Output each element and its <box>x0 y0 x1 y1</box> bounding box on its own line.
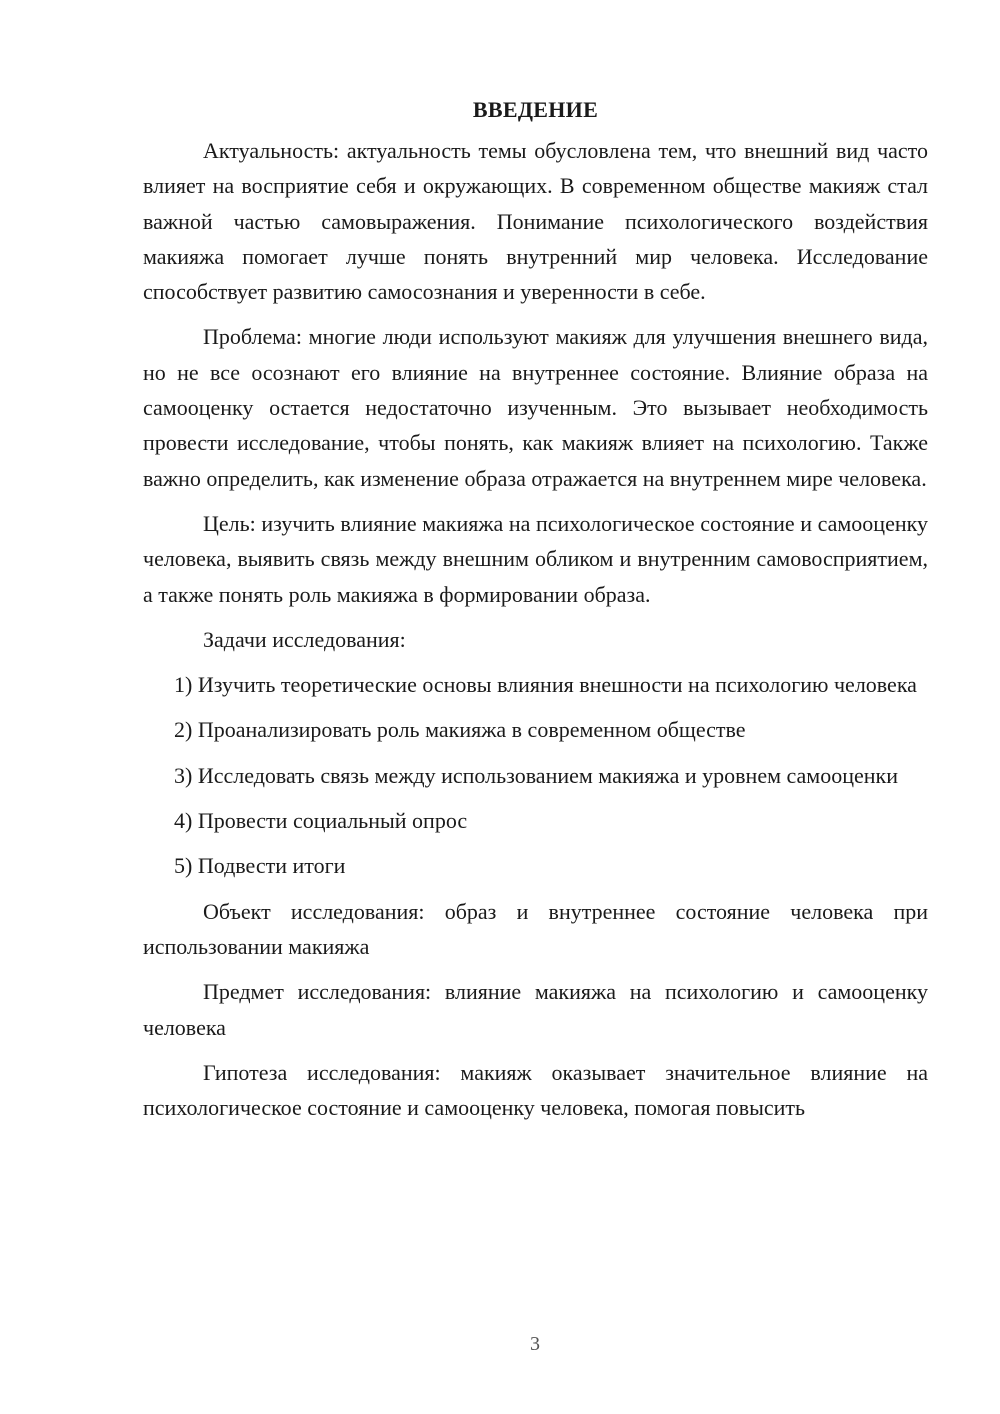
paragraph-problem: Проблема: многие люди используют макияж для улучшения внешнего вида, но не все осознают его влияние на внутреннее состояние. Влияние образа на самооценку остается недостаточно изученным. Это вызывает необходимость провести исследование, чтобы понять, как макияж влияет на психологию. Также важно определить, как изменение образа отражается на внутреннем мире человека. <box>143 324 928 491</box>
tasks-heading: Задачи исследования: <box>203 626 406 652</box>
section-title: ВВЕДЕНИЕ <box>472 97 599 122</box>
paragraph-subject: Предмет исследования: влияние макияжа на психологию и самооценку человека <box>143 979 928 1040</box>
paragraph-goal: Цель: изучить влияние макияжа на психологическое состояние и самооценку человека, выявить связь между внешним обликом и внутренним самовосприятием, а также понять роль макияжа в формировании образа. <box>143 510 928 607</box>
page-number: 3 <box>530 1333 540 1355</box>
paragraph-relevance: Актуальность: актуальность темы обусловлена тем, что внешний вид часто влияет на восприятие себя и окружающих. В современном обществе макияж стал важной частью самовыражения. Понимание психологического воздействия макияжа помогает лучше понять внутренний мир человека. Исследование способствует развитию самосознания и уверенности в себе. <box>143 138 928 305</box>
task-item-4: 4) Провести социальный опрос <box>174 808 468 834</box>
paragraph-hypothesis: Гипотеза исследования: макияж оказывает значительное влияние на психологическое состояние и самооценку человека, помогая повысить <box>143 1059 928 1121</box>
task-item-1: 1) Изучить теоретические основы влияния внешности на психологию человека <box>174 672 917 698</box>
document-page <box>143 92 928 1135</box>
paragraph-object: Объект исследования: образ и внутреннее состояние человека при использовании макияжа <box>143 898 928 959</box>
task-item-2: 2) Проанализировать роль макияжа в современном обществе <box>174 717 746 743</box>
task-item-5: 5) Подвести итоги <box>174 853 346 879</box>
task-item-3: 3) Исследовать связь между использованием макияжа и уровнем самооценки <box>174 762 899 788</box>
